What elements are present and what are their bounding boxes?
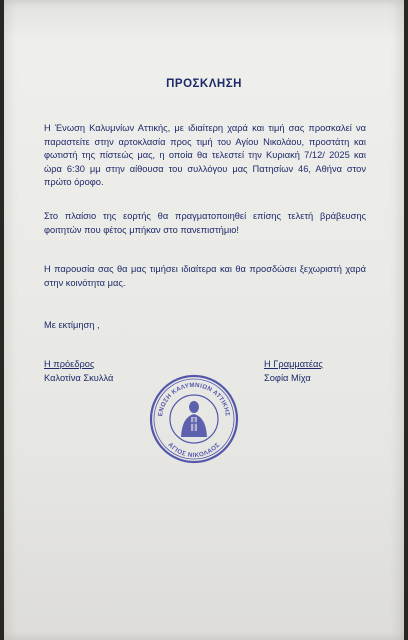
invitation-paragraph: Η Ένωση Καλυμνίων Αττικής, με ιδιαίτερη χαρά και τιμή σας προσκαλεί να παραστείτε στην αρτοκλασία προς τιμή του Αγίου Νικολάου, προστάτη και φωτιστή της πίστεώς μας, η οποία θα τελεστεί την Κυριακή 7/12/ 2025 και ώρα 6:30 μμ στην αίθουσα του συλλόγου μας Πατησίων 46, Αθήνα στον πρώτο όροφο. [44, 123, 366, 187]
award-paragraph: Στο πλαίσιο της εορτής θα πραγματοποιηθεί επίσης τελετή βράβευσης φοιτητών που φέτος μπήκαν στο πανεπιστήμιο! [44, 211, 366, 235]
document-title: ΠΡΟΣΚΛΗΣΗ [166, 78, 242, 90]
secretary-role: Η Γραμματέας [264, 359, 323, 369]
association-stamp [148, 373, 240, 465]
stamp-bottom-text: ΑΓΙΟΣ ΝΙΚΟΛΑΟΣ [166, 441, 222, 460]
president-signature [44, 358, 113, 385]
page-shadow [4, 0, 404, 40]
president-role: Η πρόεδρος [44, 359, 95, 369]
closing-line: Με εκτίμηση , [44, 320, 100, 330]
saint-icon [181, 401, 207, 437]
stamp-top-text: ΕΝΩΣΗ ΚΑΛΥΜΝΙΩΝ ΑΤΤΙΚΗΣ [157, 381, 231, 417]
letter-page [4, 0, 404, 640]
secretary-name: Σοφία Μίχα [264, 372, 311, 383]
president-name: Καλοτίνα Σκυλλά [44, 372, 114, 383]
secretary-signature [264, 358, 323, 385]
presence-paragraph: Η παρουσία σας θα μας τιμήσει ιδιαίτερα και θα προσδώσει ξεχωριστή χαρά στην κοινότητα μας. [44, 264, 366, 288]
